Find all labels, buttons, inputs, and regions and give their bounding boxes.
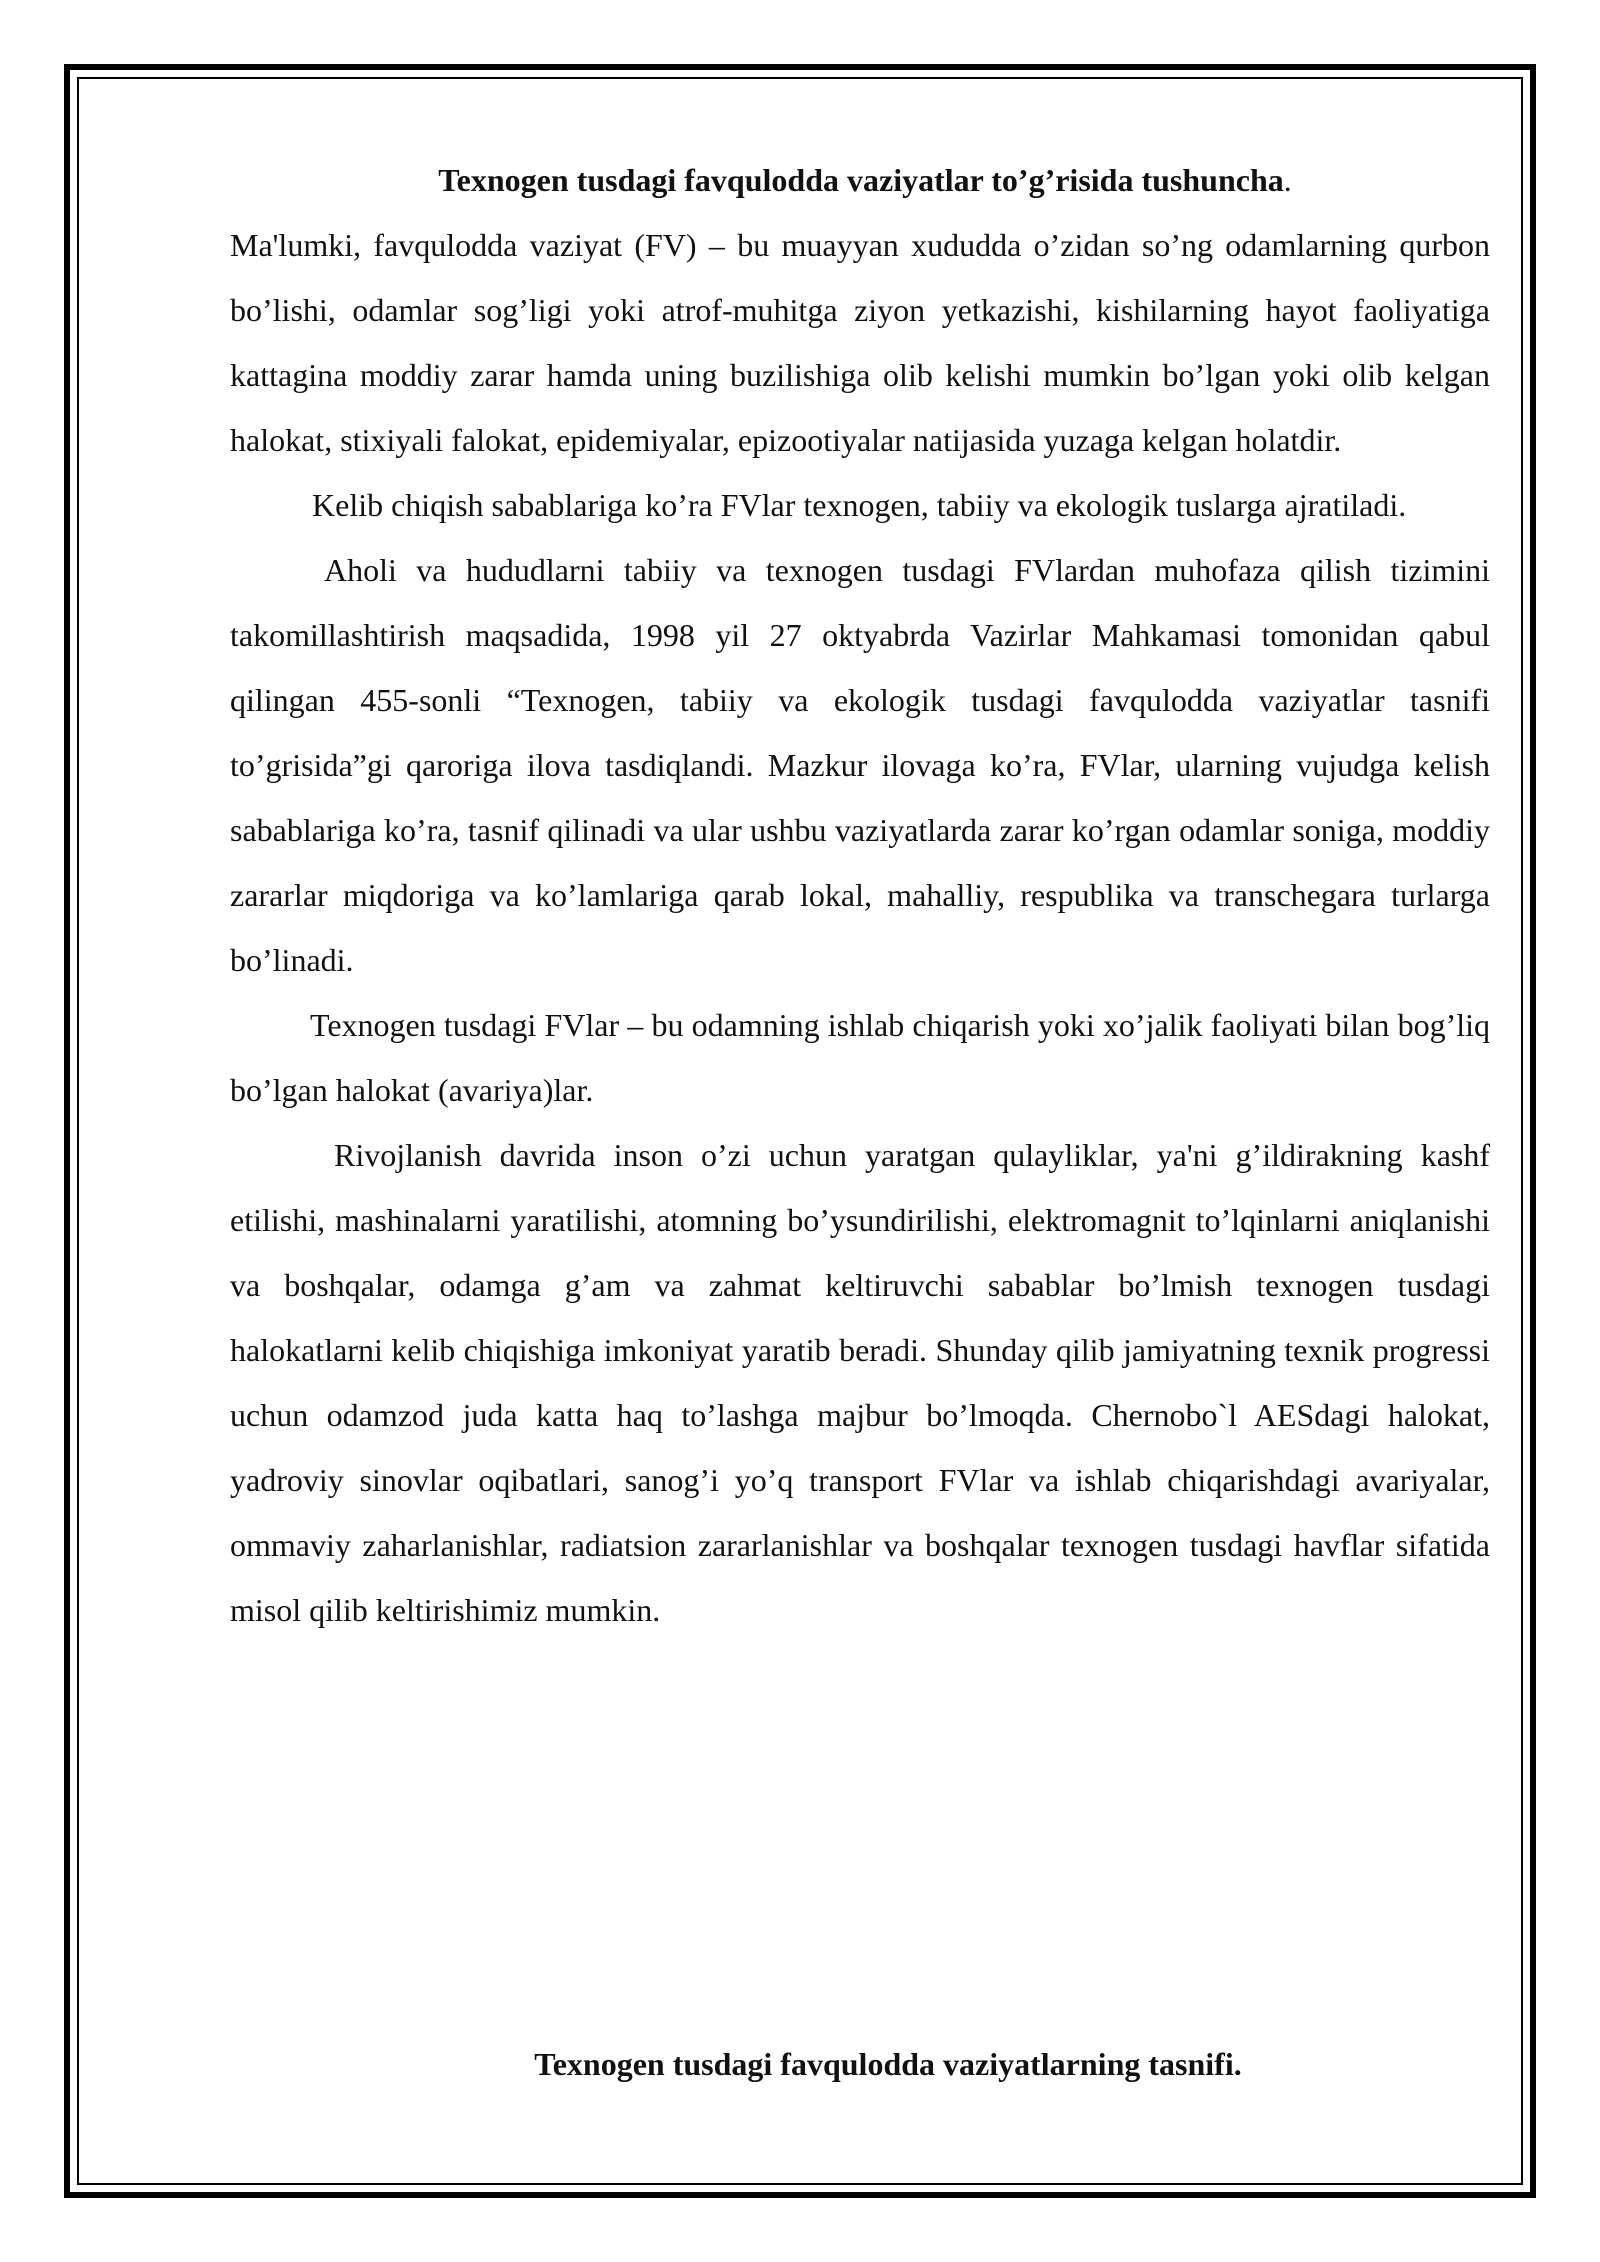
paragraph-2: Kelib chiqish sabablariga ko’ra FVlar texnogen, tabiiy va ekologik tuslarga ajratiladi. (312, 487, 1407, 523)
document-title-dot: . (1283, 162, 1292, 198)
paragraph-3: Aholi va hududlarni tabiiy va texnogen tusdagi FVlardan muhofaza qilish tizimini takomillashtirish maqsadida, 1998 yil 27 oktyabrda Vazirlar Mahkamasi tomonidan qabul qilingan 455-sonli “Texnogen, tabiiy va ekologik tusdagi favqulodda vaziyatlar tasnifi to’grisida”gi qaroriga ilova tasdiqlandi. Mazkur ilovaga ko’ra, FVlar, ularning vujudga kelish sabablariga ko’ra, tasnif qilinadi va ular ushbu vaziyatlarda zarar ko’rgan odamlar soniga, moddiy zararlar miqdoriga va ko’lamlariga qarab lokal, mahalliy, respublika va transchegara turlarga bo’linadi. (230, 552, 1490, 978)
paragraph-5: Rivojlanish davrida inson o’zi uchun yaratgan qulayliklar, ya'ni g’ildirakning kashf etilishi, mashinalarni yaratilishi, atomning bo’ysundirilishi, elektromagnit to’lqinlarni aniqlanishi va boshqalar, odamga g’am va zahmat keltiruvchi sabablar bo’lmish texnogen tusdagi halokatlarni kelib chiqishiga imkoniyat yaratib beradi. Shunday qilib jamiyatning texnik progressi uchun odamzod juda katta haq to’lashga majbur bo’lmoqda. Chernobo`l AESdagi halokat, yadroviy sinovlar oqibatlari, sanog’i yo’q transport FVlar va ishlab chiqarishdagi avariyalar, ommaviy zaharlanishlar, radiatsion zararlanishlar va boshqalar texnogen tusdagi havflar sifatida misol qilib keltirishimiz mumkin. (230, 1137, 1490, 1628)
document-title-text: Texnogen tusdagi favqulodda vaziyatlar to’g’risida tushuncha (438, 162, 1284, 198)
document-body (230, 148, 1490, 1643)
paragraph-4: Texnogen tusdagi FVlar – bu odamning ishlab chiqarish yoki xo’jalik faoliyati bilan bog’liq bo’lgan halokat (avariya)lar. (230, 1007, 1490, 1108)
document-title (230, 148, 1490, 213)
paragraph-1: Ma'lumki, favqulodda vaziyat (FV) – bu muayyan xududda o’zidan so’ng odamlarning qurbon bo’lishi, odamlar sog’ligi yoki atrof-muhitga ziyon yetkazishi, kishilarning hayot faoliyatiga kattagina moddiy zarar hamda uning buzilishiga olib kelishi mumkin bo’lgan yoki olib kelgan halokat, stixiyali falokat, epidemiyalar, epizootiyalar natijasida yuzaga kelgan holatdir. (230, 227, 1490, 458)
section-title: Texnogen tusdagi favqulodda vaziyatlarning tasnifi. (534, 2046, 1242, 2082)
